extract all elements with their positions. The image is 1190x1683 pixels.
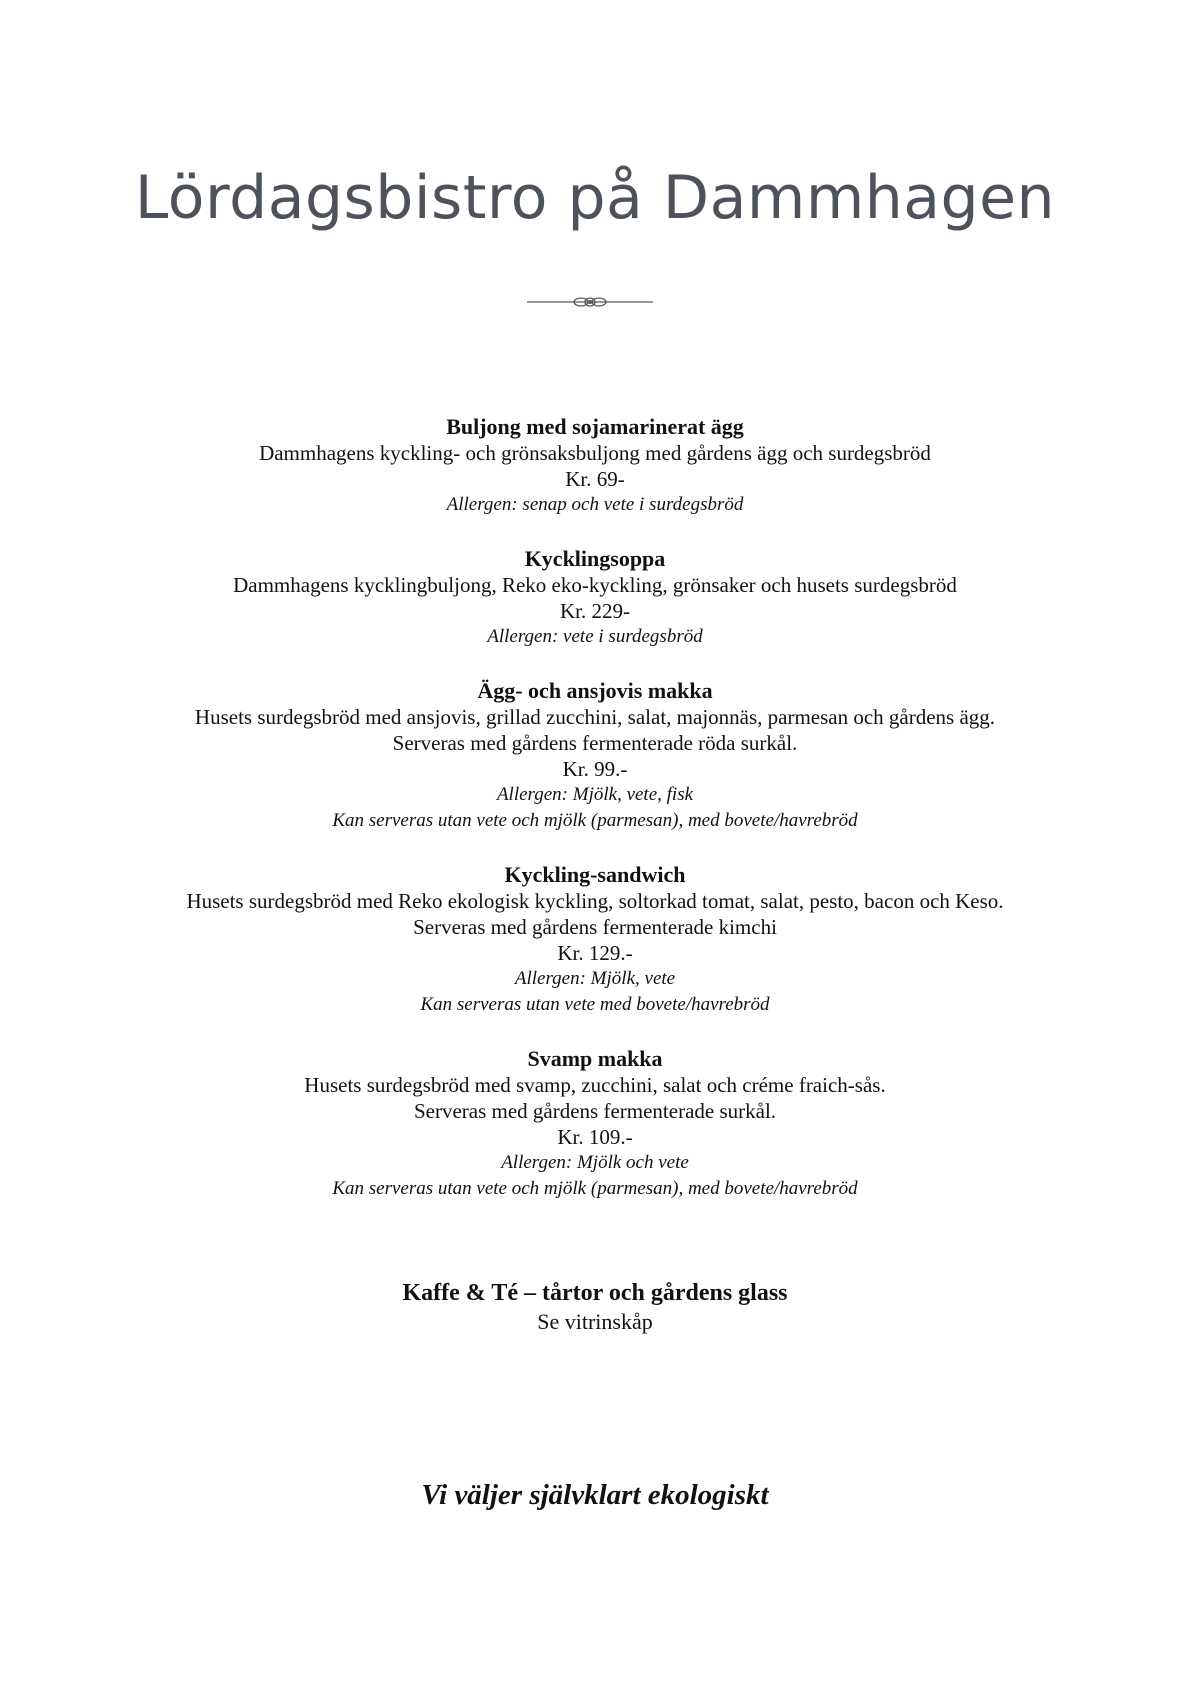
menu-item-serving-note: Serveras med gårdens fermenterade röda surkål.	[392, 731, 798, 755]
menu-item-serving-note: Serveras med gårdens fermenterade surkål.	[413, 1099, 777, 1123]
menu-item-alternative: Kan serveras utan vete och mjölk (parmesan), med bovete/havrebröd	[332, 1178, 858, 1199]
coffee-subtitle: Se vitrinskåp	[537, 1309, 653, 1334]
menu-item-description: Husets surdegsbröd med Reko ekologisk kyckling, soltorkad tomat, salat, pesto, bacon och Keso.	[186, 889, 1004, 913]
menu-item	[0, 1046, 1190, 1202]
menu-item-description: Dammhagens kyckling- och grönsaksbuljong med gårdens ägg och surdegsbröd	[259, 441, 931, 465]
menu-item-allergen: Allergen: Mjölk och vete	[501, 1152, 689, 1173]
menu-item-price: Kr. 129.-	[557, 941, 633, 965]
menu-item-alternative: Kan serveras utan vete med bovete/havrebröd	[420, 994, 770, 1015]
menu-item-price: Kr. 229-	[560, 599, 630, 623]
menu-item-name: Ägg- och ansjovis makka	[477, 678, 713, 703]
menu-item	[0, 678, 1190, 834]
page-title: Lördagsbistro på Dammhagen	[134, 163, 1056, 233]
menu-item	[0, 546, 1190, 650]
menu-item-price: Kr. 69-	[565, 467, 625, 491]
menu-item-allergen: Allergen: Mjölk, vete	[514, 968, 676, 989]
menu-item-allergen: Allergen: senap och vete i surdegsbröd	[446, 494, 744, 515]
menu-list	[0, 414, 1190, 1230]
menu-item-name: Kyckling-sandwich	[504, 862, 686, 887]
flourish-divider-icon	[525, 290, 655, 314]
menu-item-name: Buljong med sojamarinerat ägg	[446, 414, 744, 439]
menu-item-name: Svamp makka	[527, 1046, 663, 1071]
menu-item-description: Husets surdegsbröd med ansjovis, grillad zucchini, salat, majonnäs, parmesan och gårdens ägg.	[194, 705, 996, 729]
menu-item-allergen: Allergen: vete i surdegsbröd	[487, 626, 703, 647]
menu-item	[0, 862, 1190, 1018]
menu-item	[0, 414, 1190, 518]
menu-item-description: Husets surdegsbröd med svamp, zucchini, salat och créme fraich-sås.	[304, 1073, 886, 1097]
coffee-title: Kaffe & Té – tårtor och gårdens glass	[402, 1280, 788, 1306]
menu-item-serving-note: Serveras med gårdens fermenterade kimchi	[413, 915, 777, 939]
menu-item-description: Dammhagens kycklingbuljong, Reko eko-kyckling, grönsaker och husets surdegsbröd	[233, 573, 957, 597]
menu-item-name: Kycklingsoppa	[524, 546, 666, 571]
slogan: Vi väljer självklart ekologiskt	[421, 1479, 769, 1511]
menu-item-alternative: Kan serveras utan vete och mjölk (parmesan), med bovete/havrebröd	[332, 810, 858, 831]
menu-item-price: Kr. 99.-	[562, 757, 628, 781]
menu-item-allergen: Allergen: Mjölk, vete, fisk	[496, 784, 694, 805]
coffee-section	[0, 1278, 1190, 1336]
menu-item-price: Kr. 109.-	[557, 1125, 633, 1149]
